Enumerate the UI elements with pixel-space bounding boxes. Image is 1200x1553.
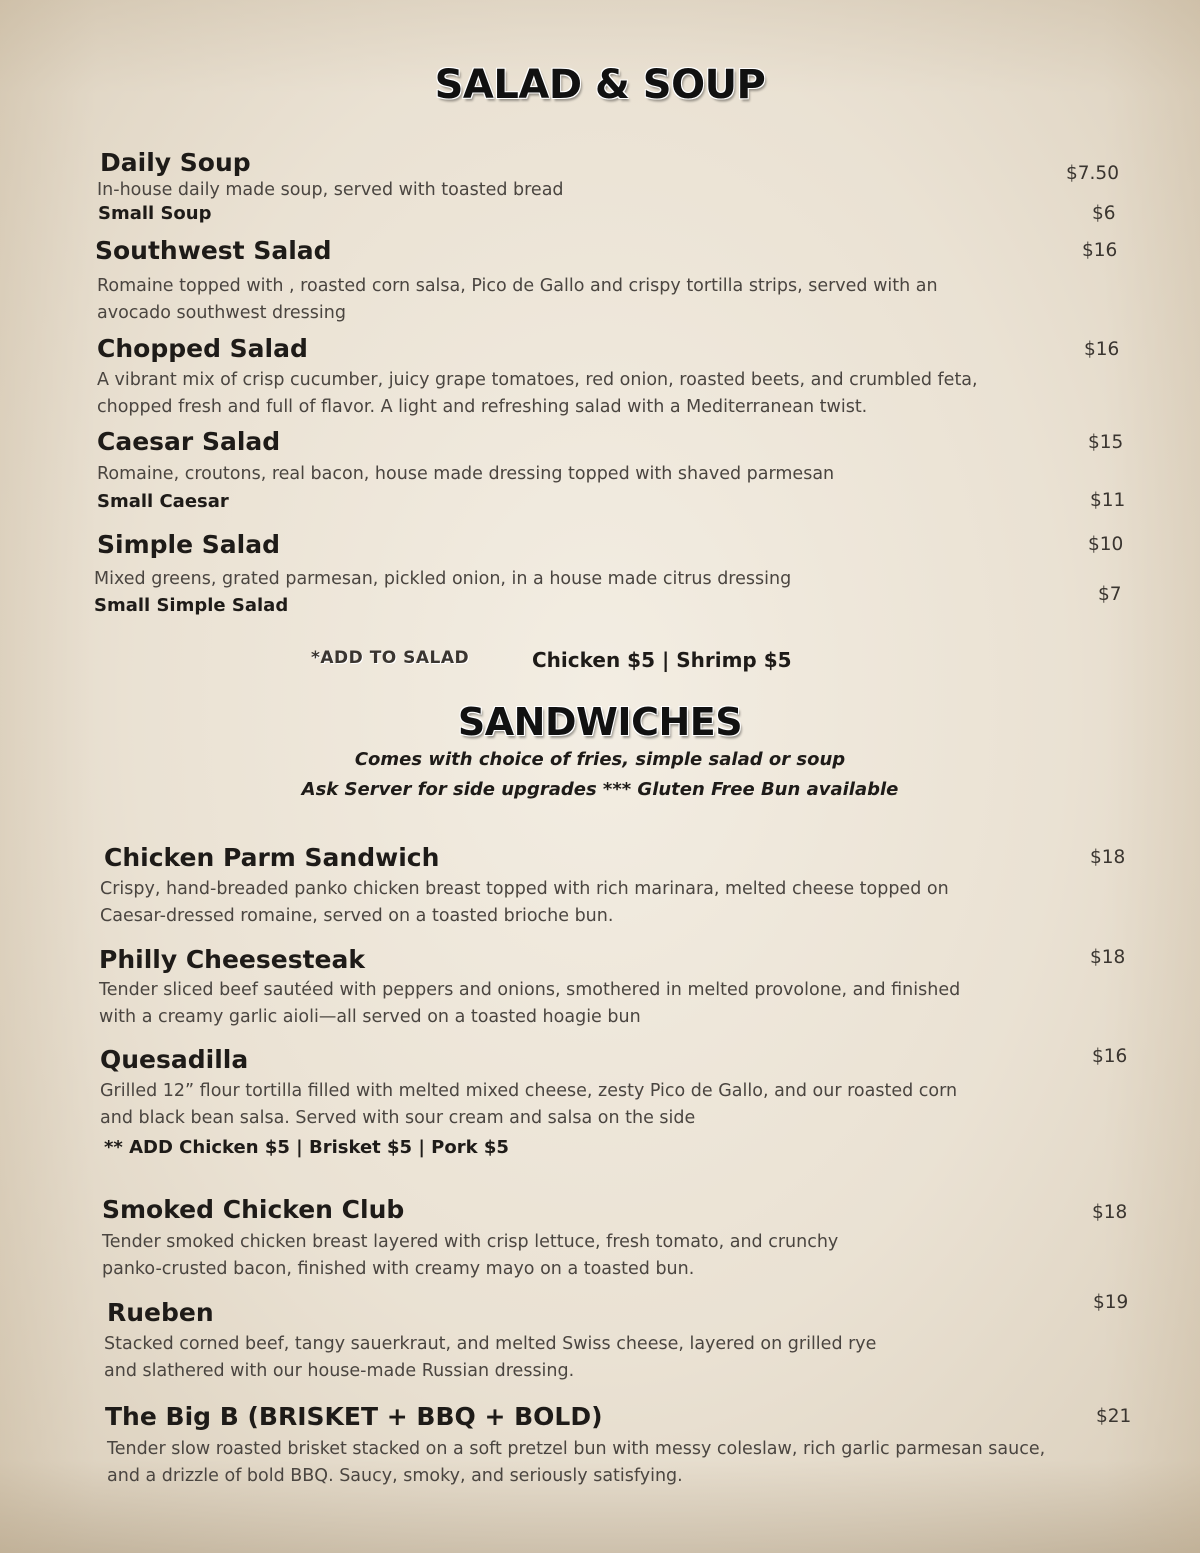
- menu-item-description: Crispy, hand-breaded panko chicken breast topped with rich marinara, melted cheese topped on Caesar-dressed romaine, served on a toasted brioche bun.: [100, 879, 949, 926]
- menu-item-name: Simple Salad: [97, 530, 280, 559]
- menu-item-name: Chicken Parm Sandwich: [104, 843, 440, 872]
- menu-item-size-price: $11: [1090, 490, 1126, 511]
- menu-item-size-price: $6: [1092, 203, 1116, 224]
- menu-item-name: Philly Cheesesteak: [99, 945, 366, 974]
- menu-item-name: Southwest Salad: [95, 236, 332, 265]
- menu-item-size-option: Small Simple Salad: [94, 595, 289, 616]
- menu-item-name: Daily Soup: [100, 148, 251, 177]
- menu-item-size-price: $7: [1098, 584, 1122, 605]
- menu-item-size-option: Small Caesar: [97, 491, 229, 512]
- menu-item-price: $16: [1092, 1046, 1128, 1067]
- menu-item-description: Tender slow roasted brisket stacked on a soft pretzel bun with messy coleslaw, rich garlic parmesan sauce, and a drizzle of bold BBQ. Saucy, smoky, and seriously satisfying.: [107, 1439, 1046, 1486]
- menu-item-price: $18: [1090, 847, 1126, 868]
- menu-item-description: Tender smoked chicken breast layered with crisp lettuce, fresh tomato, and crunchy panko-crusted bacon, finished with creamy mayo on a toasted bun.: [102, 1232, 839, 1279]
- menu-item-price: $18: [1090, 947, 1126, 968]
- menu-item-size-option: Small Soup: [98, 203, 212, 224]
- menu-item-description: Romaine topped with , roasted corn salsa, Pico de Gallo and crispy tortilla strips, served with an avocado southwest dressing: [97, 276, 938, 323]
- menu-item-description: A vibrant mix of crisp cucumber, juicy grape tomatoes, red onion, roasted beets, and crumbled feta, chopped fresh and full of flavor. A light and refreshing salad with a Mediterranean twist.: [97, 370, 978, 417]
- menu-item-description: Tender sliced beef sautéed with peppers and onions, smothered in melted provolone, and finished with a creamy garlic aioli—all served on a toasted hoagie bun: [99, 980, 961, 1027]
- menu-item-price: $21: [1096, 1406, 1132, 1427]
- menu-item-description: Mixed greens, grated parmesan, pickled onion, in a house made citrus dressing: [94, 569, 792, 589]
- menu-item-description: In-house daily made soup, served with toasted bread: [97, 180, 564, 200]
- menu-item-price: $10: [1088, 534, 1124, 555]
- salad-soup-title: SALAD & SOUP: [434, 62, 766, 108]
- menu-item-price: $19: [1093, 1292, 1129, 1313]
- menu-item-price: $7.50: [1066, 163, 1119, 184]
- menu-item-name: Smoked Chicken Club: [102, 1195, 405, 1224]
- menu-item-price: $16: [1084, 339, 1120, 360]
- menu-item-name: Rueben: [107, 1298, 214, 1327]
- menu-item-price: $16: [1082, 240, 1118, 261]
- menu-item-name: Caesar Salad: [97, 427, 281, 456]
- add-to-salad-options: Chicken $5 | Shrimp $5: [532, 648, 792, 672]
- menu-item-price: $15: [1088, 432, 1124, 453]
- menu-item-name: The Big B (BRISKET + BBQ + BOLD): [105, 1402, 603, 1431]
- menu-item-price: $18: [1092, 1202, 1128, 1223]
- menu-item-name: Quesadilla: [100, 1045, 249, 1074]
- menu-item-description: Romaine, croutons, real bacon, house made dressing topped with shaved parmesan: [97, 464, 835, 484]
- sandwiches-upgrade-note: Ask Server for side upgrades *** Gluten Free Bun available: [301, 779, 899, 800]
- menu-item-description: Stacked corned beef, tangy sauerkraut, and melted Swiss cheese, layered on grilled rye and slathered with our house-made Russian dressing.: [104, 1334, 877, 1381]
- add-to-salad-label: *ADD TO SALAD: [311, 648, 470, 668]
- menu-item-name: Chopped Salad: [97, 334, 308, 363]
- sandwiches-side-note: Comes with choice of fries, simple salad or soup: [354, 749, 846, 770]
- sandwiches-title: SANDWICHES: [457, 700, 743, 744]
- menu-item-description: Grilled 12” flour tortilla filled with melted mixed cheese, zesty Pico de Gallo, and our roasted corn and black bean salsa. Served with sour cream and salsa on the side: [100, 1081, 958, 1128]
- quesadilla-add-ons: ** ADD Chicken $5 | Brisket $5 | Pork $5: [104, 1137, 509, 1158]
